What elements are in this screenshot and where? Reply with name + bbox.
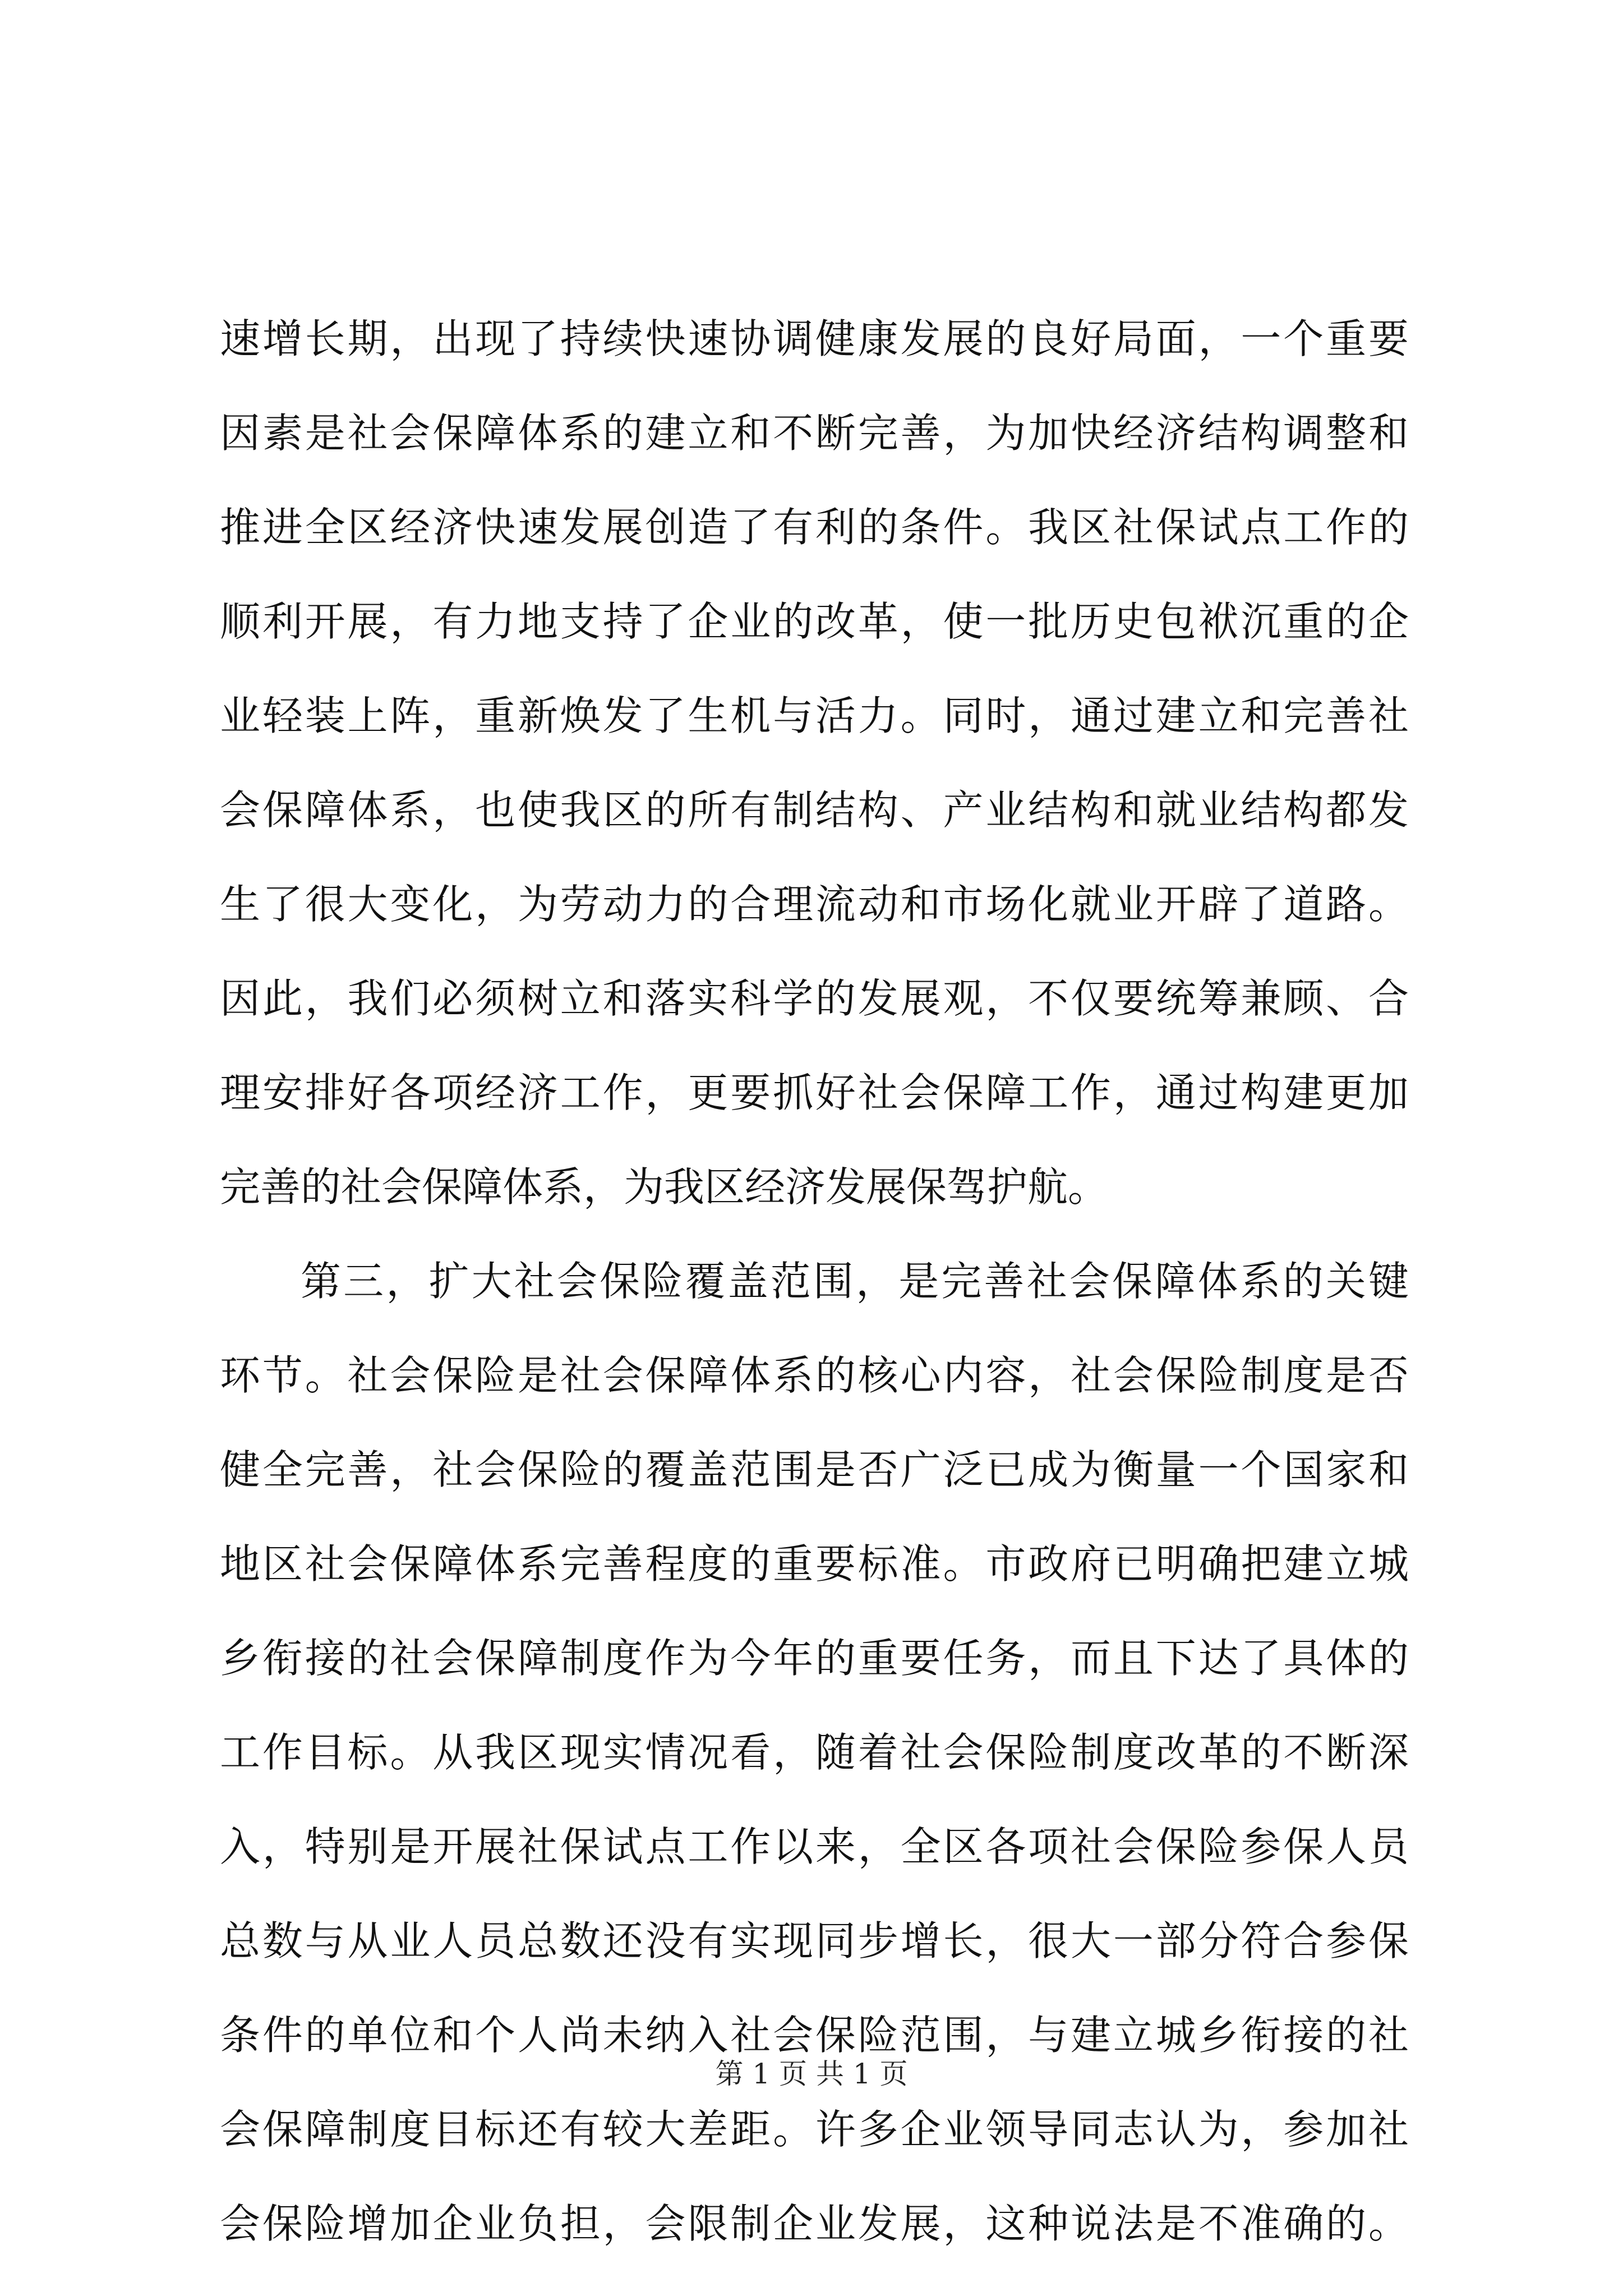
text-line: 环节。社会保险是社会保障体系的核心内容，社会保险制度是否 bbox=[220, 1352, 1409, 1399]
text-line: 会保障制度目标还有较大差距。许多企业领导同志认为，参加社 bbox=[220, 2106, 1409, 2153]
page-footer: 第 1 页 共 1 页 bbox=[715, 2058, 908, 2090]
text-line: 健全完善，社会保险的覆盖范围是否广泛已成为衡量一个国家和 bbox=[220, 1446, 1409, 1493]
text-line: 条件的单位和个人尚未纳入社会保险范围，与建立城乡衔接的社 bbox=[220, 2012, 1409, 2059]
text-line: 总数与从业人员总数还没有实现同步增长，很大一部分符合参保 bbox=[220, 1917, 1409, 1964]
paragraph-first-line: 第三，扩大社会保险覆盖范围，是完善社会保障体系的关键 bbox=[301, 1258, 1409, 1305]
text-line: 生了很大变化，为劳动力的合理流动和市场化就业开辟了道路。 bbox=[220, 881, 1409, 928]
text-line: 地区社会保障体系完善程度的重要标准。市政府已明确把建立城 bbox=[220, 1540, 1409, 1588]
document-body bbox=[220, 292, 1409, 2271]
paragraph-last-line: 完善的社会保障体系，为我区经济发展保驾护航。 bbox=[220, 1163, 1109, 1211]
text-line: 速增长期，出现了持续快速协调健康发展的良好局面，一个重要 bbox=[220, 315, 1409, 362]
text-line: 乡衔接的社会保障制度作为今年的重要任务，而且下达了具体的 bbox=[220, 1635, 1409, 1682]
text-line: 因此，我们必须树立和落实科学的发展观，不仅要统筹兼顾、合 bbox=[220, 975, 1409, 1022]
text-line: 业轻装上阵，重新焕发了生机与活力。同时，通过建立和完善社 bbox=[220, 692, 1409, 739]
text-line: 推进全区经济快速发展创造了有利的条件。我区社保试点工作的 bbox=[220, 504, 1409, 551]
text-line: 入，特别是开展社保试点工作以来，全区各项社会保险参保人员 bbox=[220, 1823, 1409, 1870]
text-line: 理安排好各项经济工作，更要抓好社会保障工作，通过构建更加 bbox=[220, 1069, 1409, 1116]
text-line: 工作目标。从我区现实情况看，随着社会保险制度改革的不断深 bbox=[220, 1729, 1409, 1776]
text-line: 会保障体系，也使我区的所有制结构、产业结构和就业结构都发 bbox=[220, 786, 1409, 834]
text-line: 会保险增加企业负担，会限制企业发展，这种说法是不准确的。 bbox=[220, 2200, 1409, 2247]
text-line: 顺利开展，有力地支持了企业的改革，使一批历史包袱沉重的企 bbox=[220, 598, 1409, 645]
text-line: 因素是社会保障体系的建立和不断完善，为加快经济结构调整和 bbox=[220, 409, 1409, 457]
